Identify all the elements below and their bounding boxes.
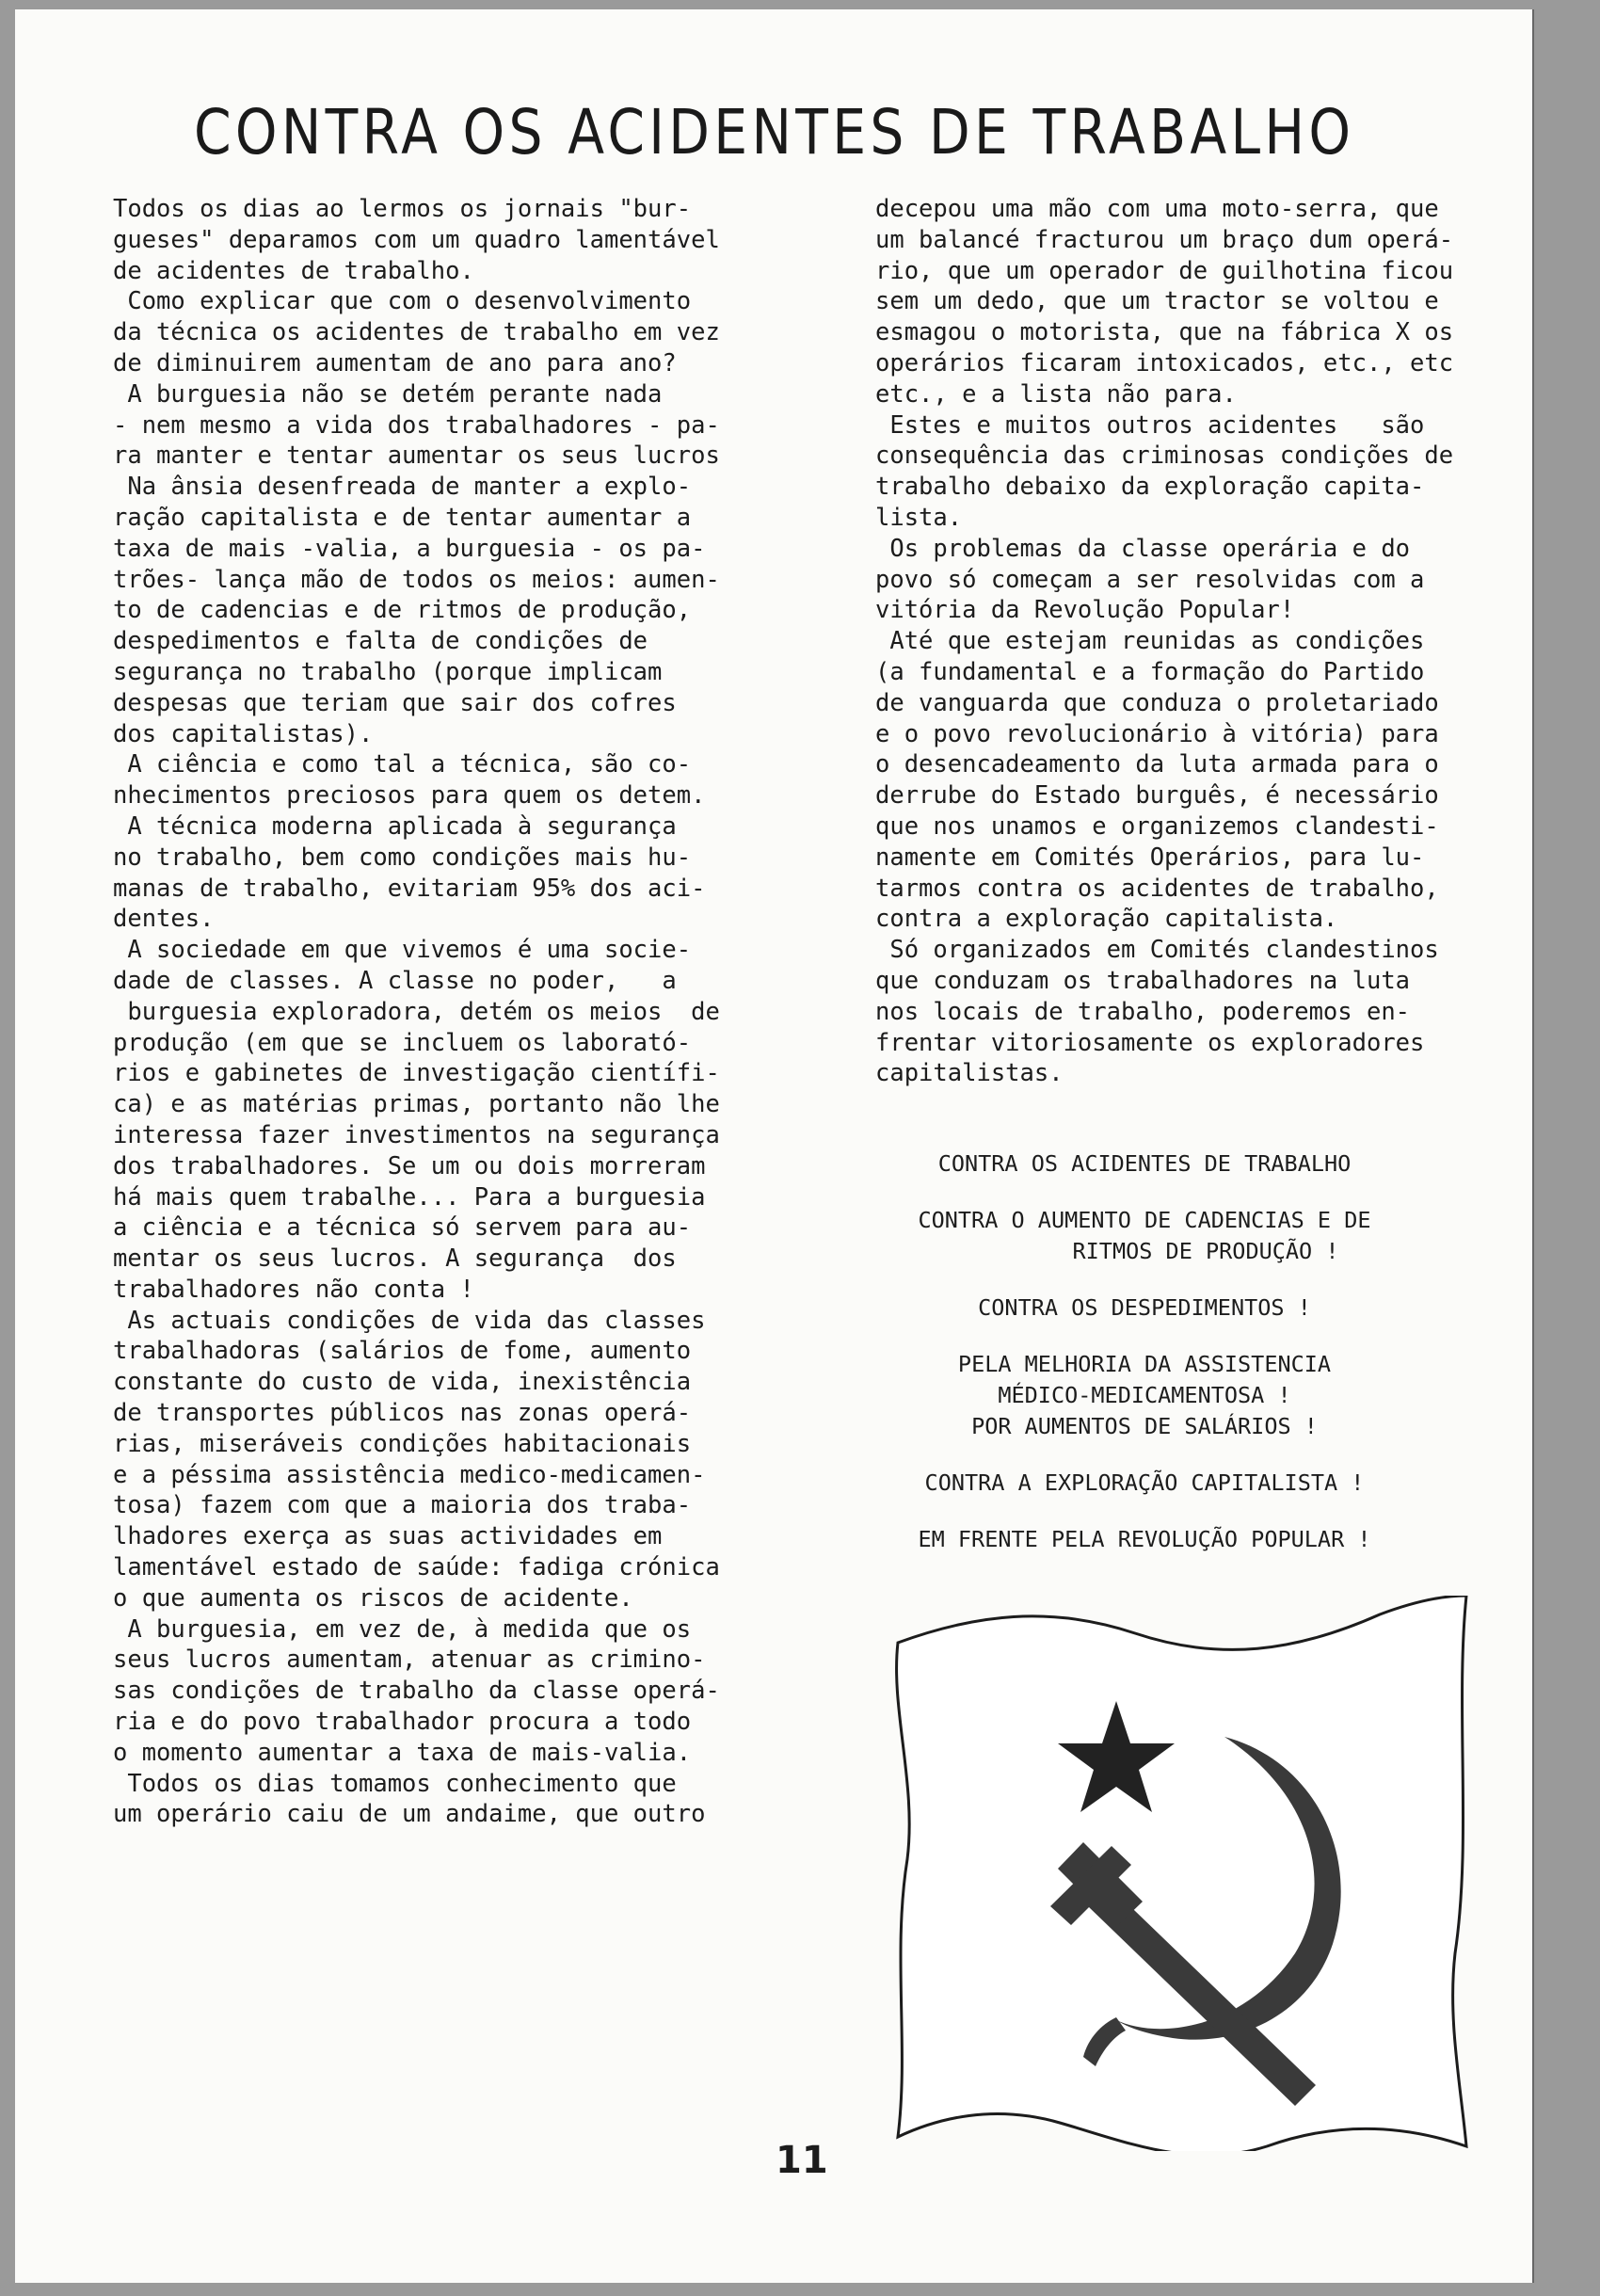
slogan-line: CONTRA OS ACIDENTES DE TRABALHO (937, 1150, 1352, 1177)
text-line: sem um dedo, que um tractor se voltou e (875, 287, 1439, 316)
right-column-text (875, 194, 1532, 1089)
text-line: burguesia exploradora, detém os meios de (113, 997, 720, 1026)
text-line: decepou uma mão com uma moto-serra, que (875, 195, 1439, 223)
text-line: lhadores exerça as suas actividades em (113, 1522, 663, 1551)
text-line: lamentável estado de saúde: fadiga crónica (113, 1553, 720, 1582)
text-line: namente em Comités Operários, para lu- (875, 843, 1425, 872)
text-line: capitalistas. (875, 1059, 1064, 1088)
text-line: mentar os seus lucros. A segurança dos (113, 1244, 677, 1274)
text-line: derrube do Estado burguês, é necessário (875, 781, 1439, 811)
text-line: taxa de mais -valia, a burguesia - os pa- (113, 534, 706, 563)
slogan-line: PELA MELHORIA DA ASSISTENCIA (957, 1351, 1332, 1377)
slogan-line: CONTRA O AUMENTO DE CADENCIAS E DE (918, 1207, 1371, 1233)
text-line: (a fundamental e a formação do Partido (875, 657, 1425, 686)
text-line: ria e do povo trabalhador procura a todo (113, 1708, 692, 1737)
text-line: e o povo revolucionário à vitória) para (875, 719, 1439, 748)
text-line: trabalhadores não conta ! (113, 1275, 474, 1304)
text-line: a ciência e a técnica só servem para au- (113, 1213, 692, 1243)
text-line: contra a exploração capitalista. (875, 905, 1338, 934)
text-line: Como explicar que com o desenvolvimento (113, 287, 692, 316)
text-line: que conduzam os trabalhadores na luta (875, 966, 1411, 995)
text-line: de acidentes de trabalho. (113, 256, 474, 285)
text-line: As actuais condições de vida das classes (113, 1306, 706, 1335)
text-line: trabalho debaixo da exploração capita- (875, 473, 1425, 502)
hammer-and-sickle-star-flag-icon (890, 1596, 1474, 2151)
text-line: consequência das criminosas condições de (875, 442, 1454, 471)
text-line: A ciência e como tal a técnica, são co- (113, 750, 692, 779)
text-line: nhecimentos preciosos para quem os detem. (113, 781, 706, 811)
text-line: Estes e muitos outros acidentes são (875, 410, 1425, 440)
text-line: um operário caiu de um andaime, que outro (113, 1800, 706, 1829)
text-line: esmagou o motorista, que na fábrica X os (875, 318, 1454, 347)
text-line: de diminuirem aumentam de ano para ano? (113, 348, 677, 377)
text-line: de transportes públicos nas zonas operá- (113, 1399, 692, 1428)
text-line: Os problemas da classe operária e do (875, 534, 1411, 563)
text-line: A sociedade em que vivemos é uma socie- (113, 936, 692, 965)
text-line: que nos unamos e organizemos clandesti- (875, 811, 1439, 841)
left-column-text (113, 194, 800, 1830)
page-number: 11 (776, 2139, 828, 2182)
slogan-line: MÉDICO-MEDICAMENTOSA ! (998, 1382, 1291, 1408)
slogans-block (843, 1148, 1446, 1555)
slogan-line: EM FRENTE PELA REVOLUÇÃO POPULAR ! (918, 1526, 1371, 1552)
text-line: Todos os dias ao lermos os jornais "bur- (113, 195, 692, 223)
text-line: frentar vitoriosamente os exploradores (875, 1028, 1425, 1057)
text-line: o que aumenta os riscos de acidente. (113, 1583, 633, 1613)
text-line: rias, miseráveis condições habitacionais (113, 1429, 692, 1458)
text-line: Na ânsia desenfreada de manter a explo- (113, 473, 692, 502)
text-line: um balancé fracturou um braço dum operá- (875, 225, 1454, 254)
text-line: operários ficaram intoxicados, etc., etc (875, 348, 1454, 377)
text-line: o desencadeamento da luta armada para o (875, 750, 1439, 779)
text-line: to de cadencias e de ritmos de produção, (113, 596, 692, 625)
slogan-line: POR AUMENTOS DE SALÁRIOS ! (971, 1413, 1318, 1439)
text-line: sas condições de trabalho da classe operá- (113, 1677, 720, 1706)
text-line: trões- lança mão de todos os meios: aumen- (113, 565, 720, 594)
text-line: Só organizados em Comités clandestinos (875, 936, 1439, 965)
text-line: tarmos contra os acidentes de trabalho, (875, 874, 1439, 903)
text-line: Todos os dias tomamos conhecimento que (113, 1769, 677, 1798)
page-title: CONTRA OS ACIDENTES DE TRABALHO (194, 96, 1355, 169)
text-line: dentes. (113, 905, 215, 934)
slogan-line: CONTRA OS DESPEDIMENTOS ! (978, 1294, 1311, 1321)
slogan-line: CONTRA A EXPLORAÇÃO CAPITALISTA ! (924, 1469, 1365, 1496)
text-line: seus lucros aumentam, atenuar as crimino- (113, 1646, 706, 1675)
text-line: ração capitalista e de tentar aumentar a (113, 503, 692, 532)
slogan-line: RITMOS DE PRODUÇÃO ! (1072, 1238, 1339, 1264)
text-line: nos locais de trabalho, poderemos en- (875, 997, 1411, 1026)
text-line: de vanguarda que conduza o proletariado (875, 688, 1439, 717)
text-line: da técnica os acidentes de trabalho em vez (113, 318, 720, 347)
text-line: manas de trabalho, evitariam 95% dos aci- (113, 874, 706, 903)
text-line: gueses" deparamos com um quadro lamentável (113, 225, 720, 254)
text-line: vitória da Revolução Popular! (875, 596, 1295, 625)
text-line: despesas que teriam que sair dos cofres (113, 688, 677, 717)
text-line: no trabalho, bem como condições mais hu- (113, 843, 692, 872)
text-line: Até que estejam reunidas as condições (875, 627, 1425, 656)
text-line: ca) e as matérias primas, portanto não lhe (113, 1090, 720, 1119)
text-line: rios e gabinetes de investigação científi- (113, 1059, 720, 1088)
text-line: - nem mesmo a vida dos trabalhadores - pa- (113, 410, 720, 440)
text-line: produção (em que se incluem os laborató- (113, 1028, 692, 1057)
text-line: o momento aumentar a taxa de mais-valia. (113, 1738, 692, 1767)
text-line: dos trabalhadores. Se um ou dois morreram (113, 1151, 706, 1180)
text-line: interessa fazer investimentos na segurança (113, 1120, 720, 1149)
text-line: povo só começam a ser resolvidas com a (875, 565, 1425, 594)
text-line: e a péssima assistência medico-medicamen- (113, 1460, 706, 1489)
text-line: trabalhadoras (salários de fome, aumento (113, 1337, 692, 1366)
text-line: A burguesia, em vez de, à medida que os (113, 1614, 692, 1644)
text-line: etc., e a lista não para. (875, 379, 1237, 409)
text-line: tosa) fazem com que a maioria dos traba- (113, 1491, 692, 1520)
text-line: despedimentos e falta de condições de (113, 627, 648, 656)
text-line: dos capitalistas). (113, 719, 374, 748)
text-line: há mais quem trabalhe... Para a burguesia (113, 1182, 706, 1212)
text-line: segurança no trabalho (porque implicam (113, 657, 663, 686)
text-line: rio, que um operador de guilhotina ficou (875, 256, 1454, 285)
text-line: dade de classes. A classe no poder, a (113, 966, 677, 995)
text-line: constante do custo de vida, inexistência (113, 1368, 692, 1397)
text-line: A burguesia não se detém perante nada (113, 379, 663, 409)
text-line: lista. (875, 503, 963, 532)
document-page (15, 9, 1532, 2283)
text-line: ra manter e tentar aumentar os seus lucros (113, 442, 720, 471)
text-line: A técnica moderna aplicada à segurança (113, 811, 677, 841)
